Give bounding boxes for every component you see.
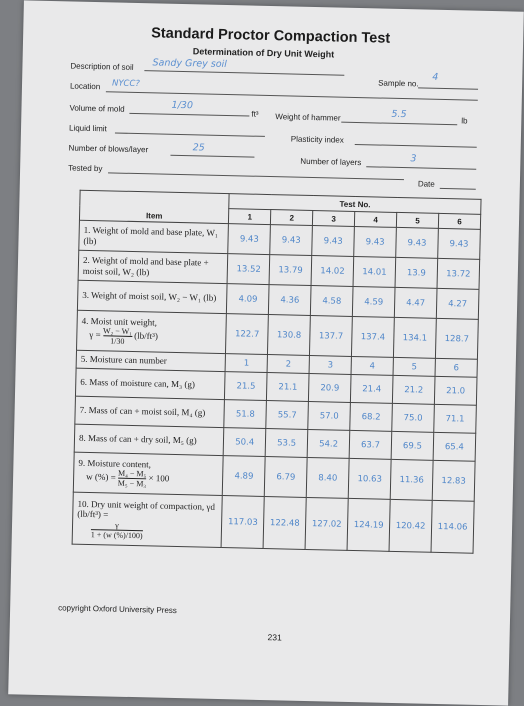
liquid-limit-label: Liquid limit [68,123,107,134]
cell-value: 134.1 [393,317,436,358]
cell-value: 6 [435,358,477,377]
test-number: 1 [229,209,271,225]
test-no-header: Test No. [229,194,481,215]
cell-value: 9.43 [396,227,439,258]
fraction [118,469,147,489]
cell-value: 21.2 [392,375,435,404]
cell-value: 65.4 [433,432,476,461]
fraction [103,327,132,347]
weight-hammer-label: Weight of hammer [275,112,341,123]
cell-value: 137.4 [352,316,395,357]
test-number: 4 [355,211,397,227]
cell-value: 3 [309,355,351,374]
fraction-numerator: γ [91,520,143,531]
cell-value: 71.1 [434,404,477,433]
cell-value: 124.19 [347,498,390,551]
table-row [72,492,474,553]
cell-value: 55.7 [266,401,309,430]
weight-hammer-value: 5.5 [391,108,407,121]
volume-value: 1/30 [171,99,194,112]
item-header: Item [79,190,229,223]
page-title: Standard Proctor Compaction Test [151,25,391,47]
cell-value: 14.01 [353,256,396,287]
fraction-denominator: M₅ − M₃ [117,478,147,489]
cell-value: 1 [225,354,267,373]
cell-value: 63.7 [349,430,392,459]
description-value: Sandy Grey soil [152,57,228,71]
blows-label: Number of blows/layer [68,143,149,155]
cell-value: 9.43 [228,224,271,255]
date-label: Date [417,179,435,189]
blows-value: 25 [192,142,205,154]
cell-value: 4.47 [394,287,437,318]
description-label: Description of soil [70,61,134,72]
cell-value: 12.83 [432,460,475,501]
fraction-numerator: M₄ − M₅ [117,468,147,479]
tested-by-line [108,172,404,180]
sample-no-value: 4 [432,71,439,83]
volume-label: Volume of mold [69,103,125,114]
cell-value: 4.89 [223,456,266,497]
compaction-table [72,190,482,554]
cell-value: 21.5 [225,372,268,401]
cell-value: 75.0 [392,403,435,432]
formula [81,326,222,348]
cell-value: 4.27 [436,288,479,319]
cell-value: 8.40 [306,457,349,498]
row-label: 8. Mass of can + dry soil, M₅ (g) [74,424,224,455]
test-number: 6 [438,213,480,229]
row-label: 5. Moisture can number [76,350,226,371]
fraction-numerator: W₂ − W₁ [102,326,133,337]
row-label: 2. Weight of mold and base plate + moist soil, W₂ (lb) [78,250,228,283]
volume-line [129,113,249,117]
cell-value: 5 [393,357,435,376]
liquid-limit-line [115,133,265,137]
cell-value: 20.9 [309,373,352,402]
cell-value: 130.8 [268,315,311,356]
cell-value: 21.1 [267,373,310,402]
sample-no-label: Sample no. [378,78,419,89]
cell-value: 69.5 [391,431,434,460]
row-label: 3. Weight of moist soil, W₂ − W₁ (lb) [77,280,227,313]
cell-value: 9.43 [354,226,397,257]
volume-unit: ft³ [251,109,259,119]
cell-value: 9.43 [312,226,355,257]
row-label-dry-unit-weight [72,492,222,547]
test-number: 5 [396,212,438,228]
location-value: NYCC? [111,78,140,90]
cell-value: 4.59 [352,286,395,317]
cell-value: 127.02 [305,497,348,550]
plasticity-label: Plasticity index [290,134,344,145]
layers-value: 3 [410,153,417,165]
test-number: 2 [271,210,313,226]
location-line [106,91,478,100]
cell-value: 137.7 [310,316,353,357]
cell-value: 6.79 [264,457,307,498]
sample-no-line [418,87,478,89]
cell-value: 9.43 [438,228,481,259]
location-label: Location [69,81,101,92]
layers-line [366,166,476,169]
test-number: 3 [313,211,355,227]
copyright-notice: copyright Oxford University Press [58,603,177,616]
cell-value: 114.06 [431,500,474,553]
cell-value: 4.36 [269,285,312,316]
cell-value: 21.0 [434,376,477,405]
layers-label: Number of layers [300,156,362,168]
cell-value: 13.52 [227,254,270,285]
row-label: 9. Moisture content, [78,457,152,470]
cell-value: 68.2 [350,402,393,431]
cell-value: 9.43 [270,225,313,256]
cell-value: 21.4 [351,374,394,403]
tested-by-label: Tested by [68,163,103,174]
cell-value: 54.2 [307,429,350,458]
fraction [91,520,143,540]
formula-unit: (lb/ft³) [134,330,159,342]
weight-hammer-unit: lb [461,116,468,126]
formula [78,468,219,490]
worksheet-page [8,0,524,705]
row-label: 10. Dry unit weight of compaction, γd (lb/ft³) = [77,498,216,520]
cell-value: 57.0 [308,401,351,430]
row-label-moisture-content [73,452,223,495]
fraction-denominator: 1 + (w (%)/100) [90,529,143,540]
row-label: 7. Mass of can + moist soil, M₄ (g) [75,396,225,427]
cell-value: 13.72 [437,258,480,289]
cell-value: 13.9 [395,257,438,288]
formula-lhs: γ = [89,329,101,341]
formula [77,519,218,541]
cell-value: 51.8 [224,400,267,429]
row-label: 6. Mass of moisture can, M₃ (g) [75,368,225,399]
cell-value: 13.79 [269,255,312,286]
cell-value: 4.58 [311,286,354,317]
cell-value: 122.48 [263,497,306,550]
row-label: 4. Moist unit weight, [81,315,158,328]
cell-value: 122.7 [226,314,269,355]
cell-value: 4 [351,356,393,375]
row-label-moist-unit-weight [77,310,227,353]
description-line [144,70,344,76]
cell-value: 4.09 [227,284,270,315]
cell-value: 50.4 [223,428,266,457]
page-number: 231 [267,632,282,643]
cell-value: 10.63 [348,458,391,499]
blows-line [170,155,254,158]
row-label: 1. Weight of mold and base plate, W₁ (lb) [79,220,229,253]
cell-value: 53.5 [265,429,308,458]
fraction-denominator: 1/30 [110,336,125,347]
weight-hammer-line [341,122,457,126]
cell-value: 14.02 [311,256,354,287]
cell-value: 128.7 [435,318,478,359]
cell-value: 117.03 [221,496,264,549]
cell-value: 2 [267,355,309,374]
cell-value: 11.36 [390,459,433,500]
formula-multiplier: × 100 [148,473,170,484]
plasticity-line [355,144,477,148]
formula-lhs: w (%) = [86,471,116,483]
page-subtitle: Determination of Dry Unit Weight [192,46,335,60]
date-line [440,188,476,190]
cell-value: 120.42 [389,499,432,552]
